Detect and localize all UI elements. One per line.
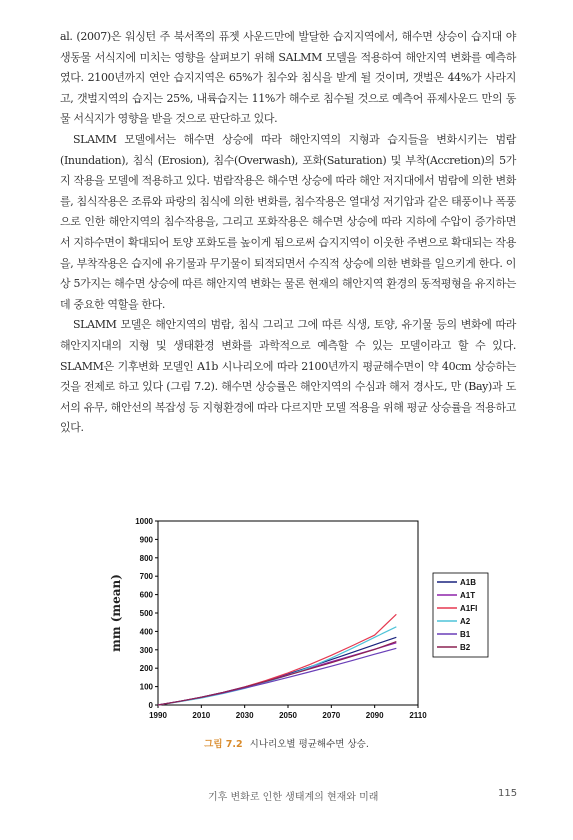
x-tick-label: 2070 [322,711,341,720]
paragraph-3: SLAMM 모델은 해안지역의 범람, 침식 그리고 그에 따른 식생, 토양, 유기물 등의 변화에 따라 해안지지대의 지형 및 생태환경 변화를 과학적으로 예측할 수 있는 모델이라고 할 수 있다. SLAMM은 기후변화 모델인 A1b 시나리오에 따라 2100년까지 평균해수면이 약 40cm 상승하는 것을 전제로 하고 있다 (그림 7.2). 해수면 상승률은 해안지역의 수심과 해저 경사도, 만 (Bay)과 도서의 유무, 해안선의 복잡성 등 지형환경에 따라 다르지만 모델 적용을 위해 평균 상승률을 적용하고 있다. [60,318,516,435]
y-tick-label: 500 [139,609,153,618]
x-tick-label: 2090 [365,711,384,720]
y-tick-label: 300 [139,645,153,655]
x-tick-label: 2030 [235,711,254,720]
series-line-a2 [158,627,396,705]
legend-label-a1b: A1B [460,578,477,587]
paragraph-2: SLAMM 모델에서는 해수면 상승에 따라 해안지역의 지형과 습지들을 변화시키는 범람(Inundation), 침식 (Erosion), 침수(Overwash), 포화(Saturation) 및 부착(Accretion)의 5가지 작용을 모델에 적용하고 있다. 범람작용은 해수면 상승에 따라 해안 저지대에서 범람에 의한 변화를, 침식작용은 조류와 파랑의 침식에 의한 변화를, 침수작용은 열대성 저기압과 같은 태풍이나 폭풍으로 인한 해안지역의 침수작용을, 그리고 포화작용은 해수면 상승에 따라 지하에 수압이 증가하면서 지하수면이 확대되어 토양 포화도를 높이게 됨으로써 습지지역이 이웃한 주변으로 확대되는 작용을, 부착작용은 습지에 유기물과 무기물이 퇴적되면서 수직적 상승에 의한 변화를 일으키게 한다. 이상 5가지는 해수면 상승에 따른 해안지역 변화는 물론 현재의 해안지역 환경의 동적평형을 유지하는데 중요한 역할을 한다. [60,132,516,311]
y-tick-label: 900 [139,535,153,545]
legend-label-b2: B2 [460,643,471,652]
y-tick-label: 800 [139,553,153,563]
x-tick-label: 2050 [279,711,297,720]
legend-label-a2: A2 [460,617,471,626]
y-tick-label: 600 [139,590,153,600]
y-tick-label: 200 [139,664,153,674]
series-line-a1b [158,637,396,705]
figure-caption [0,736,573,750]
legend-label-b1: B1 [460,630,471,639]
y-tick-label: 1000 [135,517,153,526]
series-line-b2 [158,642,396,705]
series-line-a1t [158,643,396,705]
figure-caption-text: 시나리오별 평균해수면 상승. [249,739,369,750]
x-tick-label: 2010 [192,711,211,720]
x-tick-label: 1990 [149,711,167,720]
legend-label-a1t: A1T [460,591,476,600]
y-tick-label: 400 [139,627,153,637]
body-text [60,27,516,439]
y-tick-label: 0 [148,701,153,710]
figure-number: 그림 7.2 [204,739,243,750]
y-axis-label: mm (mean) [109,574,123,652]
sea-level-chart [100,510,500,750]
page-number: 115 [498,788,518,799]
series-line-a1fi [158,614,396,705]
x-tick-label: 2110 [409,711,427,720]
legend-label-a1fi: A1FI [460,604,478,613]
y-tick-label: 100 [139,682,153,692]
y-tick-label: 700 [139,572,153,582]
paragraph-1: al. (2007)은 워싱턴 주 북서쪽의 퓨젯 사운드만에 발달한 습지지역에서, 해수면 상승이 습지대 야생동물 서식지에 미치는 영향을 살펴보기 위해 SALMM 모델을 적용하여 해안지역 변화를 예측하였다. 2100년까지 연안 습지지역은 65%가 침수와 침식을 받게 될 것이며, 갯벌은 44%가 사라지고, 갯벌지역의 습지는 25%, 내륙습지는 11%가 해수로 침수될 것으로 예측어 퓨제사운드 만의 동물 서식지가 영향을 받을 것으로 판단하고 있다. [60,30,516,126]
running-title: 기후 변화로 인한 생태계의 현재와 미래 [208,792,379,803]
chart-svg [100,510,500,750]
